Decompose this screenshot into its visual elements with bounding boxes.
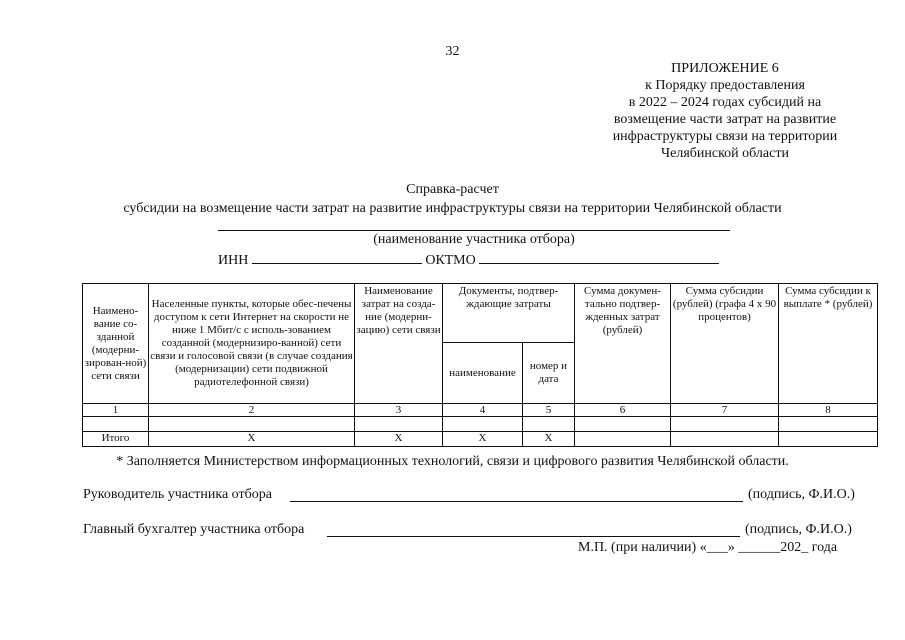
total-cell[interactable] xyxy=(779,432,878,447)
column-number: 4 xyxy=(443,404,523,417)
page-number: 32 xyxy=(445,44,460,59)
title-line-2: субсидии на возмещение части затрат на развитие инфраструктуры связи на территории Челябинской области xyxy=(123,201,782,216)
header-payout-sum: Сумма субсидии к выплате * (рублей) xyxy=(779,284,878,404)
inn-oktmo-row xyxy=(218,249,719,269)
data-cell[interactable] xyxy=(779,417,878,432)
participant-name-caption: (наименование участника отбора) xyxy=(373,232,575,247)
accountant-signature-label: Главный бухгалтер участника отбора xyxy=(83,522,305,537)
data-cell[interactable] xyxy=(523,417,575,432)
inn-label: ИНН xyxy=(218,253,249,268)
header-doc-name: наименование xyxy=(443,343,523,404)
oktmo-field[interactable] xyxy=(479,249,719,264)
inn-field[interactable] xyxy=(252,249,422,264)
data-cell[interactable] xyxy=(443,417,523,432)
participant-name-field[interactable] xyxy=(218,213,730,231)
appendix-line: инфраструктуры связи на территории xyxy=(612,129,838,144)
oktmo-label: ОКТМО xyxy=(425,253,476,268)
total-row xyxy=(83,432,878,447)
header-documents: Документы, подтвер-ждающие затраты xyxy=(443,284,575,343)
title-line-1: Справка-расчет xyxy=(406,182,499,197)
header-settlements: Населенные пункты, которые обес-печены доступом к сети Интернет на скорости не ниже 1 Мбит/с с исполь-зованием созданной (модернизиро-ванной) сети связи и голосовой связи (в случае создания (модернизации) сети подвижной радиотелефонной связи) xyxy=(149,284,355,404)
total-cell[interactable] xyxy=(575,432,671,447)
accountant-signature-field[interactable] xyxy=(327,535,740,537)
subsidy-table xyxy=(82,283,878,447)
column-number: 6 xyxy=(575,404,671,417)
accountant-signature-hint: (подпись, Ф.И.О.) xyxy=(745,522,852,537)
appendix-line: возмещение части затрат на развитие xyxy=(613,112,837,127)
column-number: 7 xyxy=(671,404,779,417)
column-number: 1 xyxy=(83,404,149,417)
column-number: 2 xyxy=(149,404,355,417)
header-documented-sum: Сумма докумен-тально подтвер-жденных затрат (рублей) xyxy=(575,284,671,404)
data-cell[interactable] xyxy=(355,417,443,432)
appendix-block xyxy=(560,60,890,162)
appendix-line: ПРИЛОЖЕНИЕ 6 xyxy=(671,61,779,76)
data-cell[interactable] xyxy=(575,417,671,432)
header-row xyxy=(83,284,878,343)
total-cell: Х xyxy=(149,432,355,447)
column-number: 3 xyxy=(355,404,443,417)
appendix-line: к Порядку предоставления xyxy=(645,78,805,93)
column-number: 8 xyxy=(779,404,878,417)
header-subsidy-sum: Сумма субсидии (рублей) (графа 4 х 90 процентов) xyxy=(671,284,779,404)
appendix-line: Челябинской области xyxy=(661,146,789,161)
head-signature-hint: (подпись, Ф.И.О.) xyxy=(748,487,855,502)
total-cell: Х xyxy=(443,432,523,447)
stamp-date-line: М.П. (при наличии) «___» ______202_ года xyxy=(578,540,838,555)
total-cell[interactable] xyxy=(671,432,779,447)
total-cell: Х xyxy=(523,432,575,447)
footnote: * Заполняется Министерством информационных технологий, связи и цифрового развития Челябинской области. xyxy=(116,454,789,469)
data-cell[interactable] xyxy=(671,417,779,432)
data-row xyxy=(83,417,878,432)
head-signature-label: Руководитель участника отбора xyxy=(83,487,272,502)
header-network-name: Наимено-вание со-зданной (модерни-зирован-ной) сети связи xyxy=(83,284,149,404)
total-label: Итого xyxy=(83,432,149,447)
data-cell[interactable] xyxy=(149,417,355,432)
column-number-row xyxy=(83,404,878,417)
head-signature-field[interactable] xyxy=(290,500,743,502)
header-doc-number-date: номер и дата xyxy=(523,343,575,404)
column-number: 5 xyxy=(523,404,575,417)
total-cell: Х xyxy=(355,432,443,447)
header-cost-name: Наименование затрат на созда-ние (модерни-зацию) сети связи xyxy=(355,284,443,404)
data-cell[interactable] xyxy=(83,417,149,432)
appendix-line: в 2022 – 2024 годах субсидий на xyxy=(628,95,822,110)
